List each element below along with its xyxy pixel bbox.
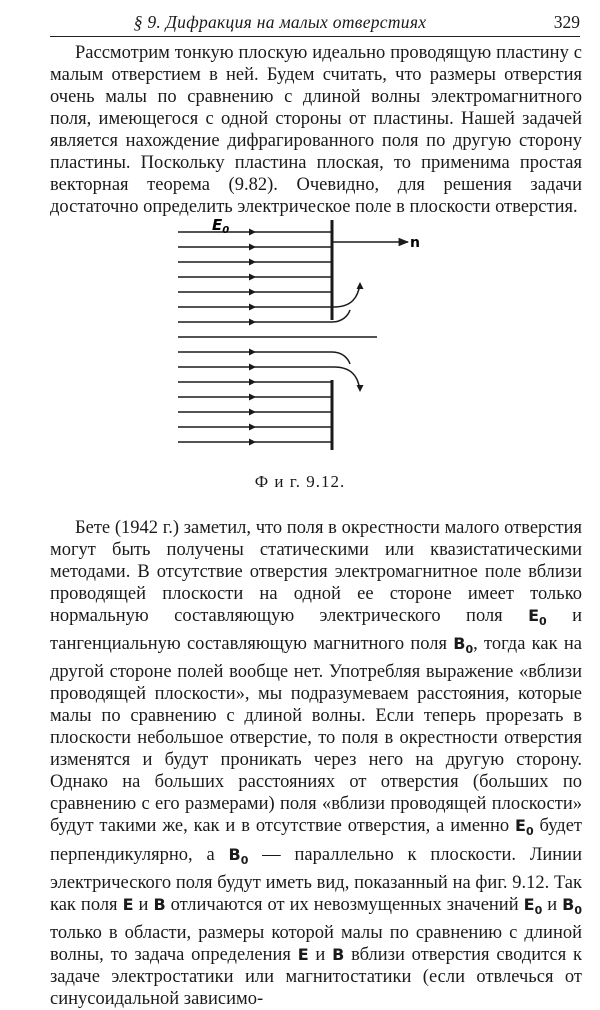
figure-9-12 — [170, 212, 430, 452]
field-arrowhead — [249, 289, 256, 296]
symbol-E0: $E_0$ — [528, 606, 547, 629]
symbol-E: E — [122, 894, 134, 914]
symbol-B: B — [332, 944, 345, 964]
field-arrowhead — [357, 282, 364, 289]
field-arrowhead — [249, 319, 256, 326]
normal-vector-label: n — [410, 235, 420, 251]
figure-caption: Ф и г. 9.12. — [254, 472, 346, 491]
symbol-B0: $B_0$ — [562, 894, 582, 917]
field-arrowhead — [249, 304, 256, 311]
symbol-B: B — [153, 894, 166, 914]
paragraph-intro: Рассмотрим тонкую плоскую идеально проводящую пластину с малым отверстием в ней. Будем считать, что размеры отверстия очень малы по сравнению с длиной волны электромагнитного поля, имеющегося с одной стороны от пластины. Нашей задачей является нахождение дифрагированного поля по другую сторону пластины. Поскольку пластина плоская, то применима простая векторная теорема (9.82). Очевидно, для решения задачи достаточно определить электрическое поле в плоскости отверстия. — [50, 43, 582, 217]
field-arrowhead — [357, 385, 364, 392]
curved-field-line — [178, 352, 350, 364]
symbol-B0: $B_0$ — [228, 844, 249, 867]
field-arrowhead — [249, 274, 256, 281]
field-arrowhead — [249, 244, 256, 251]
field-arrowhead — [249, 259, 256, 266]
field-arrowhead — [249, 439, 256, 446]
paragraph-bethe: Бете (1942 г.) заметил, что поля в окрестности малого отверстия могут быть получены статическими или квазистатическими методами. В отсутствие отверстия электромагнитное поле вблизи проводящей плоскости на одной ее стороне имеет только нормальную составляющую электрического поля $E_0$ и тангенциальную составляющую магнитного поля $B_0$, тогда как на другой стороне полей вообще нет. Употребляя выражение «вблизи проводящей плоскости», мы подразумеваем расстояния, которые малы по сравнению с длиной волны. Если теперь прорезать в плоскости небольшое отверстие, то поля в окрестности отверстия изменятся и будут проникать через него на другую сторону. Однако на больших расстояниях от отверстия (больших по сравнению с его размерами) поля «вблизи проводящей плоскости» будут такими же, как и в отсутствие отверстия, а именно $E_0$ будет перпендикулярно, а $B_0$ — параллельно к плоскости. Линии электрического поля будут иметь вид, показанный на фиг. 9.12. Так как поля E и B отличаются от их невозмущенных значений $E_0$ и $B_0$ только в области, размеры которой малы по сравнению с длиной волны, то задача определения E и B вблизи отверстия сводится к задаче электростатики или магнитостатики (если отвлечься от синусоидальной зависимо- — [50, 518, 583, 1009]
symbol-B0: $B_0$ — [453, 634, 474, 657]
field-arrowhead — [249, 379, 256, 386]
running-header — [50, 10, 580, 37]
symbol-E: E — [297, 944, 309, 964]
field-arrowhead — [249, 409, 256, 416]
page-number: 329 — [553, 12, 580, 32]
field-arrowhead — [249, 394, 256, 401]
field-arrowhead — [249, 349, 256, 356]
field-arrowhead — [249, 364, 256, 371]
symbol-E0: $E_0$ — [523, 894, 543, 917]
field-arrowhead — [249, 229, 256, 236]
field-lines — [178, 232, 377, 442]
field-arrowhead — [249, 424, 256, 431]
symbol-E0: $E_0$ — [515, 816, 534, 839]
section-title: § 9. Дифракция на малых отверстиях — [133, 12, 427, 32]
field-label: $E_0$ — [212, 216, 230, 236]
curved-field-line — [178, 310, 350, 322]
